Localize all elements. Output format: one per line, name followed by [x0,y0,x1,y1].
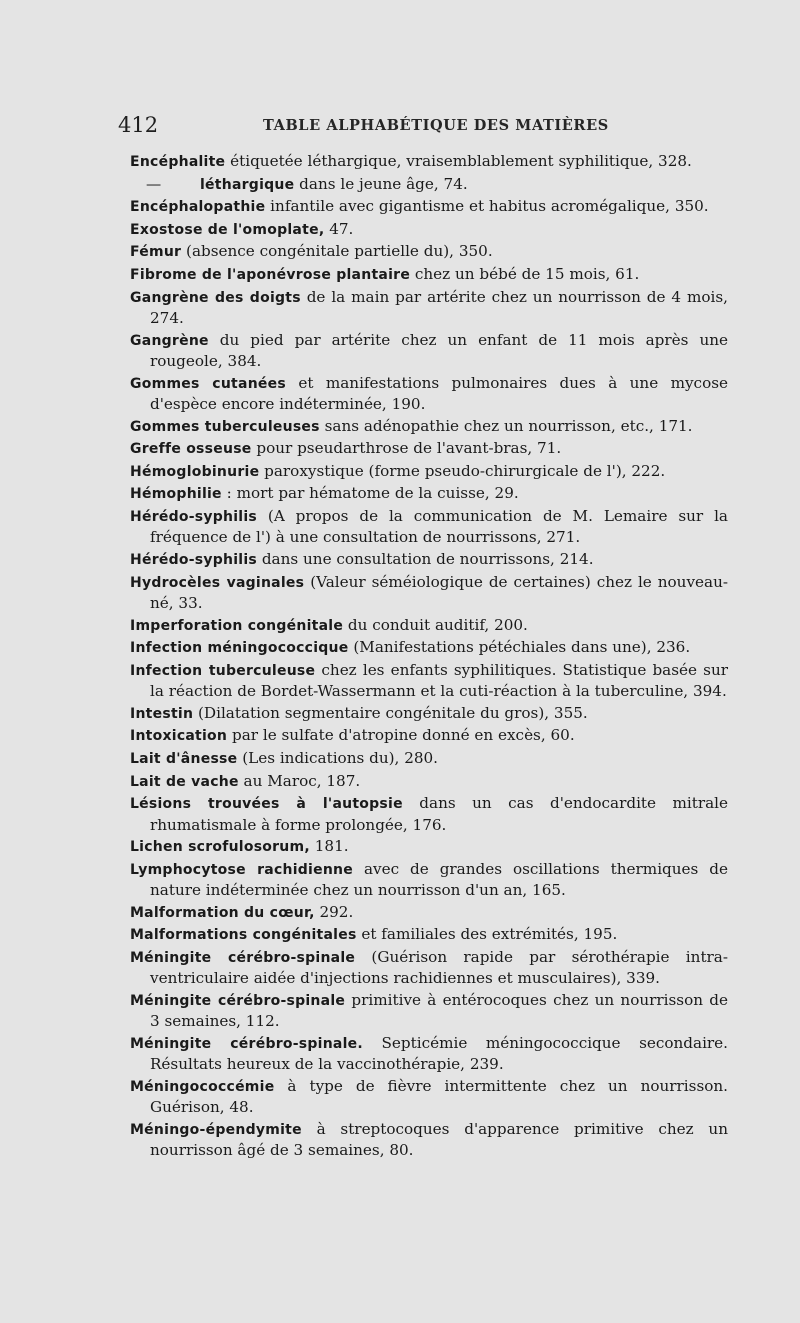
entry-heading: Hérédo-syphilis [130,508,257,525]
index-entry [118,241,728,262]
entry-text: paroxystique (forme pseudo-chirurgicale de l'), 222. [259,461,666,480]
entry-text: dans une consultation de nourrissons, 214. [257,549,594,568]
entry-text: du conduit auditif, 200. [343,615,528,634]
index-entries [118,151,728,1162]
entry-text: (A propos de la communication de M. Lemaire sur la fréquence de l') à une consultation de nourrissons, 271. [150,506,728,547]
entry-text: 181. [309,837,349,856]
index-entry [118,264,728,285]
entry-heading: Méningite cérébro-spinale [130,992,346,1009]
entry-text: dans un cas d'endocardite mitrale rhumatismale à forme prolongée, 176. [150,794,729,834]
entry-text: 47. [324,219,354,238]
entry-heading: Infection tuberculeuse [130,662,316,679]
index-entry [118,660,728,702]
entry-heading: Greffe osseuse [130,441,252,458]
entry-text: dans le jeune âge, 74. [294,174,468,193]
entry-heading: Hydrocèles vaginales [130,574,305,591]
index-entry [118,748,728,769]
entry-heading: Fémur [130,244,182,261]
index-entry [118,836,728,857]
entry-heading: Méningo-épendymite [130,1121,302,1138]
index-entry [118,1033,728,1075]
index-entry [118,330,728,372]
entry-heading: Encéphalite [130,154,226,170]
entry-heading: Hémoglobinurie [130,463,260,480]
index-entry [118,902,728,923]
index-entry [118,990,728,1032]
index-entry [118,483,728,504]
entry-heading: Lésions trouvées à l'autopsie [130,796,403,813]
entry-text: pour pseudarthrose de l'avant-bras, 71. [251,439,562,458]
entry-heading: Imperforation congénitale [130,617,344,634]
running-title: TABLE ALPHABÉTIQUE DES MATIÈRES [263,117,609,134]
entry-heading: Gangrène [130,332,209,349]
entry-heading: Intoxication [130,728,228,745]
index-entry [118,151,728,172]
index-entry [118,859,728,901]
entry-text: 292. [314,902,354,921]
index-entry [118,287,728,329]
index-entry [118,373,728,415]
entry-text: par le sulfate d'atropine donné en excès, 60. [227,726,575,745]
entry-text: et manifestations pulmonaires dues à une mycose d'espèce encore indéterminée, 190. [150,373,728,413]
entry-text: Septicémie méningococcique secondaire. Résultats heureux de la vaccinothérapie, 239. [150,1033,728,1074]
entry-text: (Manifestations pétéchiales dans une), 236. [348,638,691,657]
index-entry [118,703,728,724]
page-number: 412 [118,113,159,137]
index-entry [118,549,728,570]
entry-heading: Hémophilie [130,486,222,503]
entry-text: sans adénopathie chez un nourrisson, etc., 171. [319,416,693,435]
index-entry [118,461,728,482]
entry-heading: Lait d'ânesse [130,750,238,767]
entry-heading: Intestin [130,705,194,722]
entry-heading: Fibrome de l'aponévrose plantaire [130,266,411,283]
entry-text: (Les indications du), 280. [237,748,439,767]
entry-heading: Hérédo-syphilis [130,551,257,568]
index-entry [118,637,728,658]
index-entry [118,615,728,636]
entry-heading: Lymphocytose rachidienne [130,861,354,878]
entry-text: infantile avec gigantisme et habitus acromégalique, 350. [265,197,709,216]
entry-text: à type de fièvre intermittente chez un nourrisson. Guérison, 48. [150,1076,728,1117]
entry-heading: Lichen scrofulosorum, [130,839,310,856]
index-entry [118,771,728,792]
entry-heading: Gommes cutanées [130,375,286,392]
entry-text: de la main par artérite chez un nourrisson de 4 mois, 274. [150,287,729,327]
entry-heading: Infection méningococcique [130,640,349,657]
entry-text: au Maroc, 187. [238,771,361,790]
entry-heading: Gommes tuberculeuses [130,418,320,435]
index-entry [118,416,728,437]
entry-text: chez les enfants syphilitiques. Statistique basée sur la réaction de Bordet-Wassermann et la cuti-réaction à la tuberculine, 394. [150,660,728,701]
entry-text: primitive à entérocoques chez un nourrisson de 3 semaines, 112. [150,990,728,1031]
index-entry [118,947,728,989]
index-entry [118,219,728,240]
index-entry [118,725,728,746]
entry-heading: léthargique [200,176,295,193]
entry-heading: Exostose de l'omoplate, [130,221,325,238]
entry-heading: Gangrène des doigts [130,289,301,306]
index-entry [118,924,728,945]
entry-text: (absence congénitale partielle du), 350. [181,242,493,261]
entry-heading: Malformation du cœur, [130,904,315,921]
entry-heading: Encéphalopathie [130,199,266,216]
entry-heading: Méningite cérébro-spinale [130,949,356,966]
entry-text: du pied par artérite chez un enfant de 11 mois après une rougeole, 384. [150,330,728,370]
entry-text: à streptocoques d'apparence primitive chez un nourrisson âgé de 3 semaines, 80. [150,1119,728,1160]
entry-heading: Lait de vache [130,773,239,790]
entry-text: et familiales des extrémités, 195. [356,925,618,944]
entry-text: (Dilatation segmentaire congénitale du gros), 355. [193,703,588,722]
ditto-dash: — [146,174,162,193]
index-entry [118,196,728,217]
entry-text: (Valeur séméiologique de certaines) chez le nouveau-né, 33. [150,572,728,612]
index-entry [118,438,728,459]
entry-heading: Malformations congénitales [130,927,357,944]
index-entry [118,1076,728,1118]
index-entry [118,174,728,195]
page-header [118,113,728,139]
entry-text: avec de grandes oscillations thermiques de nature indéterminée chez un nourrisson d'un an, 165. [150,859,729,900]
entry-text: : mort par hématome de la cuisse, 29. [221,484,519,503]
entry-text: chez un bébé de 15 mois, 61. [410,264,640,283]
entry-heading: Méningite cérébro-spinale. [130,1035,363,1052]
index-entry [118,1119,728,1161]
entry-text: étiquetée léthargique, vraisemblablement syphilitique, 328. [225,152,692,170]
index-entry [118,572,728,614]
entry-heading: Méningococcémie [130,1078,275,1095]
index-entry [118,793,728,835]
entry-text: (Guérison rapide par sérothérapie intra-ventriculaire aidée d'injections rachidiennes et musculaires), 339. [150,947,728,988]
index-entry [118,506,728,548]
